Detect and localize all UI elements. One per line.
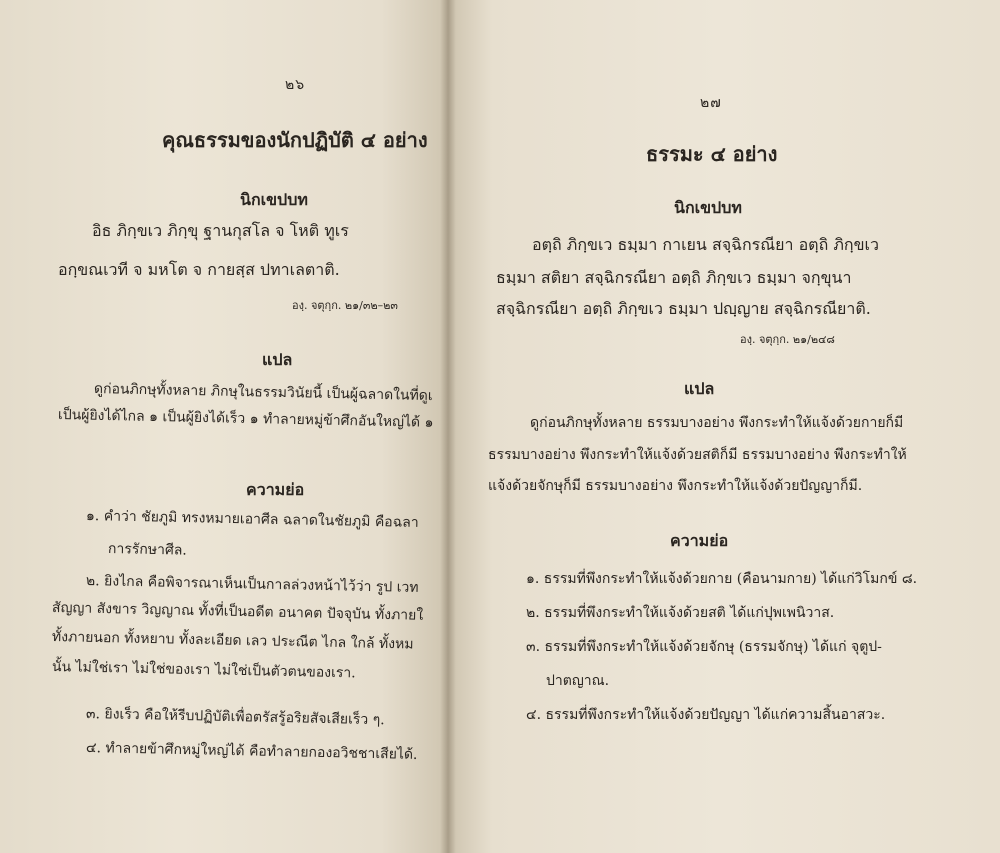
summary-line: ๒. ธรรมที่พึงกระทำให้แจ้งด้วยสติ ได้แก่ปุพเพนิวาส. <box>526 605 835 621</box>
page-title: ธรรมะ ๔ อย่าง <box>646 142 778 166</box>
summary-line: ทั้งภายนอก ทั้งหยาบ ทั้งละเอียด เลว ประณีต ไกล ใกล้ ทั้งหม <box>51 629 414 653</box>
summary-line: ๑. คำว่า ชัยภูมิ ทรงหมายเอาศีล ฉลาดในชัยภูมิ คือฉลา <box>85 508 419 531</box>
summary-heading: ความย่อ <box>246 480 305 499</box>
nikkhepa-heading: นิกเขปบท <box>240 190 308 209</box>
summary-heading: ความย่อ <box>670 531 729 550</box>
summary-line: ๑. ธรรมที่พึงกระทำให้แจ้งด้วยกาย (คือนามกาย) ได้แก่วิโมกข์ ๘. <box>526 571 918 587</box>
citation-reference: องฺ. จตุกฺก. ๒๑/๒๔๘ <box>740 333 835 346</box>
pali-line: อตฺถิ ภิกฺขเว ธมฺมา กาเยน สจฺฉิกรณียา อตฺถิ ภิกฺขเว <box>532 235 879 254</box>
nikkhepa-heading: นิกเขปบท <box>674 198 742 217</box>
translation-heading: แปล <box>262 350 293 369</box>
pali-line: สจฺฉิกรณียา อตฺถิ ภิกฺขเว ธมฺมา ปญฺญาย สจฺฉิกรณียาติ. <box>496 299 871 318</box>
summary-line: สัญญา สังขาร วิญญาณ ทั้งที่เป็นอดีต อนาคต ปัจจุบัน ทั้งภายใ <box>51 600 424 624</box>
summary-line: ๔. ทำลายข้าศึกหมู่ใหญ่ได้ คือทำลายกองอวิชชาเสียได้. <box>85 740 418 763</box>
summary-line: ๓. ธรรมที่พึงกระทำให้แจ้งด้วยจักษุ (ธรรมจักษุ) ได้แก่ จุตูป- <box>526 639 882 655</box>
translation-heading: แปล <box>684 379 715 398</box>
pali-line: อกฺขณเวที จ มหโต จ กายสฺส ปทาเลตาติ. <box>58 260 340 279</box>
summary-line: นั้น ไม่ใช่เรา ไม่ใช่ของเรา ไม่ใช่เป็นตัวตนของเรา. <box>51 659 356 682</box>
citation-reference: องฺ. จตุกฺก. ๒๑/๓๒–๒๓ <box>292 299 398 312</box>
translation-line: ดูก่อนภิกษุทั้งหลาย ภิกษุในธรรมวินัยนี้ เป็นผู้ฉลาดในที่ดูเ <box>93 381 433 405</box>
summary-line: ปาตญาณ. <box>546 673 610 689</box>
translation-line: ธรรมบางอย่าง พึงกระทำให้แจ้งด้วยสติก็มี ธรรมบางอย่าง พึงกระทำให้ <box>488 447 907 463</box>
pali-line: อิธ ภิกฺขเว ภิกฺขุ ฐานกุสโล จ โหติ ทูเร <box>92 221 349 240</box>
translation-line: เป็นผู้ยิงได้ไกล ๑ เป็นผู้ยิงได้เร็ว ๑ ทำลายหมู่ข้าศึกอันใหญ่ได้ ๑ <box>57 407 434 431</box>
page-title: คุณธรรมของนักปฏิบัติ ๔ อย่าง <box>162 128 428 152</box>
summary-line: ๔. ธรรมที่พึงกระทำให้แจ้งด้วยปัญญา ได้แก่ความสิ้นอาสวะ. <box>526 707 886 723</box>
summary-line: ๓. ยิงเร็ว คือให้รีบปฏิบัติเพื่อตรัสรู้อริยสัจเสียเร็ว ๆ. <box>85 706 385 729</box>
translation-line: ดูก่อนภิกษุทั้งหลาย ธรรมบางอย่าง พึงกระทำให้แจ้งด้วยกายก็มี <box>530 415 904 431</box>
summary-line: ๒. ยิงไกล คือพิจารณาเห็นเป็นกาลล่วงหน้าไว้ว่า รูป เวท <box>85 573 419 596</box>
translation-line: แจ้งด้วยจักษุก็มี ธรรมบางอย่าง พึงกระทำให้แจ้งด้วยปัญญาก็มี. <box>488 478 863 494</box>
left-page <box>0 0 448 853</box>
right-page <box>448 0 1000 853</box>
page-number: ๒๗ <box>700 95 722 111</box>
page-number: ๒๖ <box>285 77 306 93</box>
pali-line: ธมฺมา สติยา สจฺฉิกรณียา อตฺถิ ภิกฺขเว ธมฺมา จกฺขุนา <box>496 268 852 287</box>
book-gutter <box>440 0 456 853</box>
summary-line: การรักษาศีล. <box>107 541 188 559</box>
